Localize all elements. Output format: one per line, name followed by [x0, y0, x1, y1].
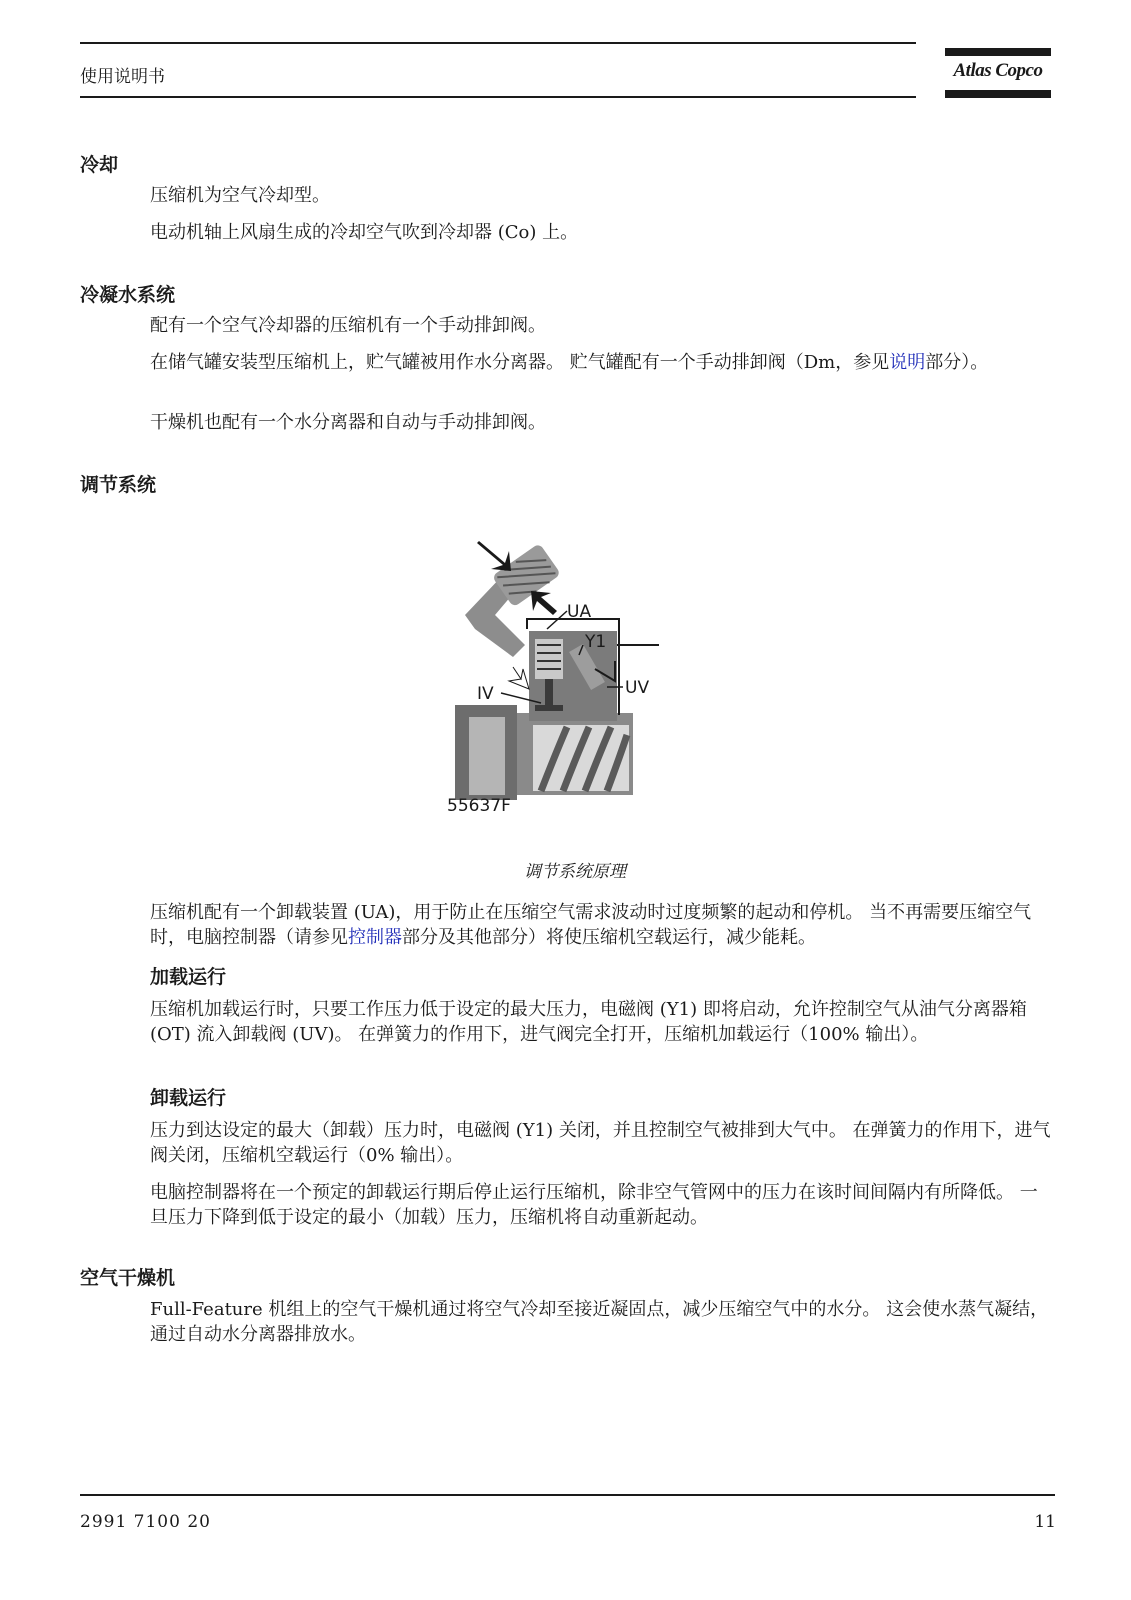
- document-title: 使用说明书: [80, 67, 165, 87]
- document-number: 2991 7100 20: [80, 1512, 211, 1532]
- air-inlet-arrow-icon: [477, 541, 511, 571]
- label-iv: IV: [477, 684, 494, 704]
- subheading-unload: 卸载运行: [150, 1087, 227, 1109]
- inlet-valve-disc: [535, 705, 563, 711]
- section-heading-dryer: 空气干燥机: [80, 1267, 176, 1289]
- logo-wordmark: Atlas Copco: [953, 60, 1043, 81]
- paragraph: Full-Feature 机组上的空气干燥机通过将空气冷却至接近凝固点，减少压缩空气中的水分。 这会使水蒸气凝结，通过自动水分离器排放水。: [150, 1299, 1049, 1345]
- paragraph: 干燥机也配有一个水分离器和自动与手动排卸阀。: [150, 412, 546, 433]
- paragraph: 电动机轴上风扇生成的冷却空气吹到冷却器 (Co) 上。: [150, 222, 579, 243]
- paragraph: [150, 350, 1055, 375]
- paragraph-text: 压缩机配有一个卸载装置 (UA)，用于防止在压缩空气需求波动时过度频繁的起动和停机。 当不再需要压缩空气时，电脑控制器（请参见: [150, 902, 1032, 948]
- inlet-valve-stem: [545, 679, 553, 707]
- section-heading-cooling: 冷却: [80, 154, 119, 176]
- paragraph: 电脑控制器将在一个预定的卸载运行期后停止运行压缩机，除非空气管网中的压力在该时间间隔内有所降低。 一旦压力下降到低于设定的最小（加载）压力，压缩机将自动重新起动。: [150, 1182, 1038, 1228]
- header-bottom-rule: [80, 96, 916, 98]
- label-y1: Y1: [585, 632, 607, 652]
- label-ua: UA: [567, 602, 592, 622]
- paragraph-text: 在储气罐安装型压缩机上，贮气罐被用作水分离器。 贮气罐配有一个手动排卸阀（Dm，参见: [150, 352, 890, 373]
- regulation-system-diagram: [447, 545, 685, 835]
- paragraph-text: 部分）。: [925, 352, 989, 373]
- section-heading-regulation: 调节系统: [80, 474, 157, 496]
- logo-bottom-bar: [945, 90, 1051, 98]
- figure-code: 55637F: [447, 796, 511, 816]
- paragraph: 压缩机为空气冷却型。: [150, 185, 330, 206]
- logo-top-bar: [945, 48, 1051, 56]
- air-flow-arrow-icon: [531, 591, 557, 615]
- paragraph: [150, 900, 1055, 950]
- paragraph-text: 部分及其他部分）将使压缩机空载运行，减少能耗。: [402, 927, 816, 948]
- footer-rule: [80, 1494, 1055, 1496]
- figure-caption: 调节系统原理: [524, 862, 626, 882]
- link-controller[interactable]: 控制器: [348, 927, 402, 948]
- header-top-rule: [80, 42, 916, 44]
- motor-shaft-body: [469, 717, 505, 795]
- subheading-load: 加载运行: [150, 966, 227, 988]
- paragraph: 压力到达设定的最大（卸载）压力时，电磁阀 (Y1) 关闭，并且控制空气被排到大气中。 在弹簧力的作用下，进气阀关闭，压缩机空载运行（0% 输出）。: [150, 1120, 1051, 1166]
- paragraph: 压缩机加载运行时，只要工作压力低于设定的最大压力，电磁阀 (Y1) 即将启动，允许控制空气从油气分离器箱 (OT) 流入卸载阀 (UV)。 在弹簧力的作用下，进气阀完全打开，压缩机加载运行（100% 输出）。: [150, 999, 1027, 1045]
- label-uv: UV: [625, 678, 650, 698]
- air-flow-arrow-icon: [509, 667, 529, 689]
- atlas-copco-logo: [945, 48, 1051, 100]
- paragraph: 配有一个空气冷却器的压缩机有一个手动排卸阀。: [150, 315, 546, 336]
- section-heading-condensate: 冷凝水系统: [80, 284, 176, 306]
- link-instructions[interactable]: 说明: [889, 352, 926, 373]
- page-number: 11: [1034, 1512, 1056, 1532]
